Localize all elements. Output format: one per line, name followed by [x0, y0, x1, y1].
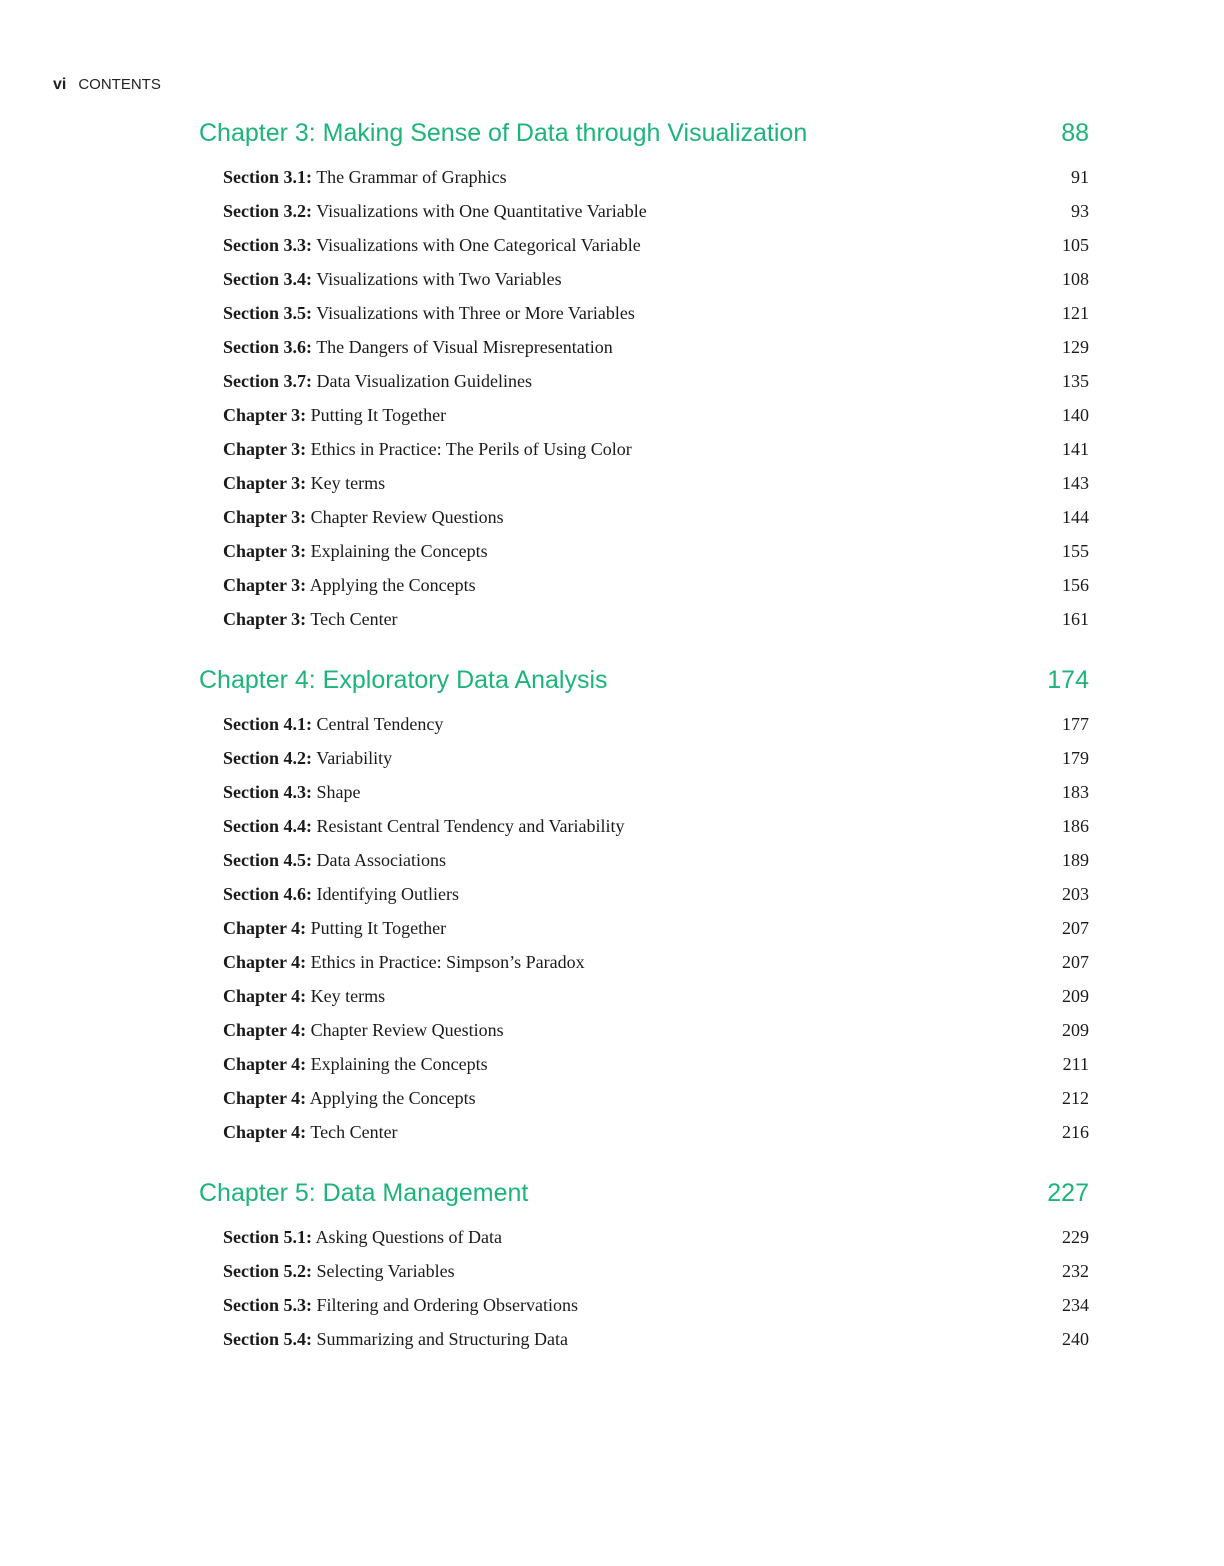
toc-entry-label: Section 3.2:: [223, 201, 312, 221]
toc-entry-label: Chapter 4:: [223, 986, 307, 1006]
toc-entry-text: Tech Center: [310, 1122, 398, 1142]
table-of-contents: [199, 112, 1089, 1379]
toc-entry-text: Chapter Review Questions: [310, 1020, 504, 1040]
toc-entry-text: Summarizing and Structuring Data: [316, 1329, 568, 1349]
toc-entry-page-number: 240: [1062, 1329, 1089, 1349]
toc-entry-title: [223, 707, 443, 741]
toc-entry-title: [223, 500, 504, 534]
toc-entry-label: Chapter 3:: [223, 609, 307, 629]
toc-entry-page-number: 186: [1062, 816, 1089, 836]
running-head: [53, 74, 161, 96]
toc-entry-title: [223, 330, 613, 364]
chapter-page-number: 174: [1047, 666, 1089, 694]
toc-entry[interactable]: [199, 775, 1089, 809]
toc-entry-label: Section 4.4:: [223, 816, 312, 836]
toc-entry-title: [223, 1115, 398, 1149]
toc-entry-label: Section 4.6:: [223, 884, 312, 904]
toc-entry-page-number: 121: [1062, 303, 1089, 323]
toc-entry-page-number: 177: [1062, 714, 1089, 734]
toc-entry-label: Chapter 3:: [223, 405, 307, 425]
toc-entry-text: Asking Questions of Data: [315, 1227, 502, 1247]
toc-entry-text: Ethics in Practice: The Perils of Using Color: [310, 439, 632, 459]
toc-entry-text: The Dangers of Visual Misrepresentation: [316, 337, 613, 357]
toc-entry-label: Chapter 4:: [223, 1020, 307, 1040]
toc-entry[interactable]: [199, 979, 1089, 1013]
toc-entry-title: [223, 296, 635, 330]
toc-entry-label: Section 4.3:: [223, 782, 312, 802]
toc-entry-page-number: 161: [1062, 609, 1089, 629]
toc-entry-page-number: 189: [1062, 850, 1089, 870]
chapter-title: Chapter 3: Making Sense of Data through Visualization: [199, 119, 808, 147]
toc-entry-page-number: 144: [1062, 507, 1089, 527]
toc-entry-label: Section 5.2:: [223, 1261, 312, 1281]
toc-entry[interactable]: [199, 1288, 1089, 1322]
toc-entry-page-number: 91: [1071, 167, 1089, 187]
toc-entry[interactable]: [199, 330, 1089, 364]
toc-entry-page-number: 207: [1062, 918, 1089, 938]
toc-entry-title: [223, 194, 647, 228]
toc-entry-page-number: 216: [1062, 1122, 1089, 1142]
toc-entry[interactable]: [199, 843, 1089, 877]
toc-entry-label: Section 3.4:: [223, 269, 312, 289]
toc-entry[interactable]: [199, 432, 1089, 466]
toc-entry-text: Shape: [316, 782, 361, 802]
toc-entry-text: Tech Center: [310, 609, 398, 629]
toc-entry-page-number: 211: [1062, 1054, 1089, 1074]
toc-entry-text: Applying the Concepts: [309, 1088, 476, 1108]
toc-entry-title: [223, 877, 459, 911]
toc-entry[interactable]: [199, 1254, 1089, 1288]
toc-entry-page-number: 229: [1062, 1227, 1089, 1247]
toc-entry-page-number: 108: [1062, 269, 1089, 289]
toc-entry-page-number: 135: [1062, 371, 1089, 391]
toc-entry-title: [223, 1013, 504, 1047]
toc-entry-text: Chapter Review Questions: [310, 507, 504, 527]
toc-entry-text: Selecting Variables: [316, 1261, 455, 1281]
toc-entry-label: Section 4.1:: [223, 714, 312, 734]
toc-entry-page-number: 207: [1062, 952, 1089, 972]
toc-entry-label: Chapter 4:: [223, 1054, 307, 1074]
chapter-title: Chapter 5: Data Management: [199, 1179, 529, 1207]
toc-entry[interactable]: [199, 296, 1089, 330]
toc-entry-title: [223, 1322, 568, 1356]
toc-entry-text: Key terms: [310, 986, 386, 1006]
toc-entry-label: Section 4.5:: [223, 850, 312, 870]
toc-entry[interactable]: [199, 1220, 1089, 1254]
toc-entry-text: Visualizations with One Categorical Variable: [316, 235, 641, 255]
toc-entry-text: Putting It Together: [310, 405, 447, 425]
toc-entry-text: Visualizations with Three or More Variables: [316, 303, 635, 323]
toc-entry-title: [223, 1220, 502, 1254]
toc-entry-page-number: 232: [1062, 1261, 1089, 1281]
toc-entry[interactable]: [199, 741, 1089, 775]
toc-entry-label: Chapter 3:: [223, 473, 307, 493]
toc-entry-page-number: 155: [1062, 541, 1089, 561]
toc-entry-label: Chapter 3:: [223, 507, 307, 527]
toc-entry[interactable]: [199, 364, 1089, 398]
toc-entry-text: Visualizations with One Quantitative Variable: [316, 201, 647, 221]
toc-entry-title: [223, 1288, 578, 1322]
toc-entry-label: Section 5.3:: [223, 1295, 312, 1315]
toc-entry-page-number: 105: [1062, 235, 1089, 255]
toc-entry-label: Section 3.5:: [223, 303, 312, 323]
toc-entry[interactable]: [199, 398, 1089, 432]
toc-entry-page-number: 93: [1071, 201, 1089, 221]
toc-entry-text: Data Associations: [316, 850, 446, 870]
toc-entry[interactable]: [199, 228, 1089, 262]
running-head-title: CONTENTS: [78, 76, 161, 93]
toc-entry-text: The Grammar of Graphics: [316, 167, 507, 187]
toc-entry-label: Section 5.1:: [223, 1227, 312, 1247]
toc-entry[interactable]: [199, 262, 1089, 296]
chapter-title: Chapter 4: Exploratory Data Analysis: [199, 666, 608, 694]
toc-entry-text: Key terms: [310, 473, 386, 493]
toc-entry-title: [223, 432, 632, 466]
toc-entry-title: [223, 262, 562, 296]
toc-entry[interactable]: [199, 1047, 1089, 1081]
toc-entry-text: Filtering and Ordering Observations: [316, 1295, 578, 1315]
toc-entry[interactable]: [199, 500, 1089, 534]
toc-entry-title: [223, 160, 507, 194]
toc-entry-title: [223, 775, 361, 809]
toc-entry-text: Visualizations with Two Variables: [316, 269, 562, 289]
toc-entry-title: [223, 534, 488, 568]
toc-entry-text: Ethics in Practice: Simpson’s Paradox: [310, 952, 585, 972]
toc-entry-title: [223, 741, 392, 775]
toc-entry-title: [223, 979, 385, 1013]
toc-entry[interactable]: [199, 602, 1089, 636]
toc-entry-label: Section 4.2:: [223, 748, 312, 768]
chapter-page-number: 227: [1047, 1179, 1089, 1207]
toc-entry-label: Section 3.7:: [223, 371, 312, 391]
toc-entry-text: Explaining the Concepts: [310, 1054, 488, 1074]
toc-entry-title: [223, 843, 446, 877]
toc-entry-page-number: 209: [1062, 986, 1089, 1006]
toc-entry-text: Variability: [316, 748, 393, 768]
toc-entry-text: Data Visualization Guidelines: [316, 371, 533, 391]
toc-entry-title: [223, 568, 476, 602]
toc-entry-text: Resistant Central Tendency and Variability: [316, 816, 625, 836]
toc-entry-title: [223, 911, 446, 945]
toc-entry[interactable]: [199, 707, 1089, 741]
toc-entry-text: Central Tendency: [316, 714, 444, 734]
toc-entry-label: Chapter 4:: [223, 1122, 307, 1142]
toc-entry-title: [223, 602, 398, 636]
toc-entry-label: Chapter 4:: [223, 918, 307, 938]
toc-entry[interactable]: [199, 877, 1089, 911]
toc-entry-title: [223, 809, 625, 843]
toc-entry-title: [223, 945, 585, 979]
toc-chapter: [199, 659, 1089, 1149]
toc-entry[interactable]: [199, 160, 1089, 194]
toc-entry[interactable]: [199, 809, 1089, 843]
toc-entry-label: Chapter 4:: [223, 952, 307, 972]
chapter-page-number: 88: [1061, 119, 1089, 147]
toc-entry-label: Section 3.6:: [223, 337, 312, 357]
toc-entry[interactable]: [199, 1115, 1089, 1149]
toc-entry-label: Section 3.1:: [223, 167, 312, 187]
toc-entry[interactable]: [199, 945, 1089, 979]
toc-entry-label: Chapter 3:: [223, 541, 307, 561]
chapter-heading[interactable]: [199, 1172, 1089, 1214]
toc-entry[interactable]: [199, 466, 1089, 500]
toc-entry-page-number: 212: [1062, 1088, 1089, 1108]
toc-entry[interactable]: [199, 1013, 1089, 1047]
toc-entry-title: [223, 466, 385, 500]
toc-entry[interactable]: [199, 911, 1089, 945]
toc-entry[interactable]: [199, 568, 1089, 602]
toc-entry-page-number: 234: [1062, 1295, 1089, 1315]
toc-entry-page-number: 209: [1062, 1020, 1089, 1040]
page-folio: vi: [53, 76, 67, 93]
toc-entry-page-number: 156: [1062, 575, 1089, 595]
toc-entry-page-number: 179: [1062, 748, 1089, 768]
toc-entry-text: Putting It Together: [310, 918, 447, 938]
toc-entry-page-number: 183: [1062, 782, 1089, 802]
toc-entry-title: [223, 364, 532, 398]
toc-entry[interactable]: [199, 1081, 1089, 1115]
toc-entry-title: [223, 1047, 488, 1081]
toc-entry-text: Identifying Outliers: [316, 884, 459, 904]
toc-entry-title: [223, 398, 446, 432]
toc-entry-page-number: 143: [1062, 473, 1089, 493]
toc-chapter: [199, 112, 1089, 636]
chapter-heading[interactable]: [199, 659, 1089, 701]
toc-entry[interactable]: [199, 1322, 1089, 1356]
toc-entry-page-number: 141: [1062, 439, 1089, 459]
toc-chapter: [199, 1172, 1089, 1356]
chapter-heading[interactable]: [199, 112, 1089, 154]
toc-entry-page-number: 129: [1062, 337, 1089, 357]
toc-entry-text: Explaining the Concepts: [310, 541, 488, 561]
toc-entry-label: Section 3.3:: [223, 235, 312, 255]
toc-entry-label: Section 5.4:: [223, 1329, 312, 1349]
toc-entry-label: Chapter 3:: [223, 575, 307, 595]
toc-entry-title: [223, 228, 641, 262]
toc-entry[interactable]: [199, 534, 1089, 568]
toc-entry[interactable]: [199, 194, 1089, 228]
toc-entry-page-number: 140: [1062, 405, 1089, 425]
toc-entry-text: Applying the Concepts: [309, 575, 476, 595]
toc-entry-page-number: 203: [1062, 884, 1089, 904]
toc-entry-title: [223, 1081, 476, 1115]
toc-entry-label: Chapter 4:: [223, 1088, 307, 1108]
toc-entry-label: Chapter 3:: [223, 439, 307, 459]
toc-entry-title: [223, 1254, 455, 1288]
